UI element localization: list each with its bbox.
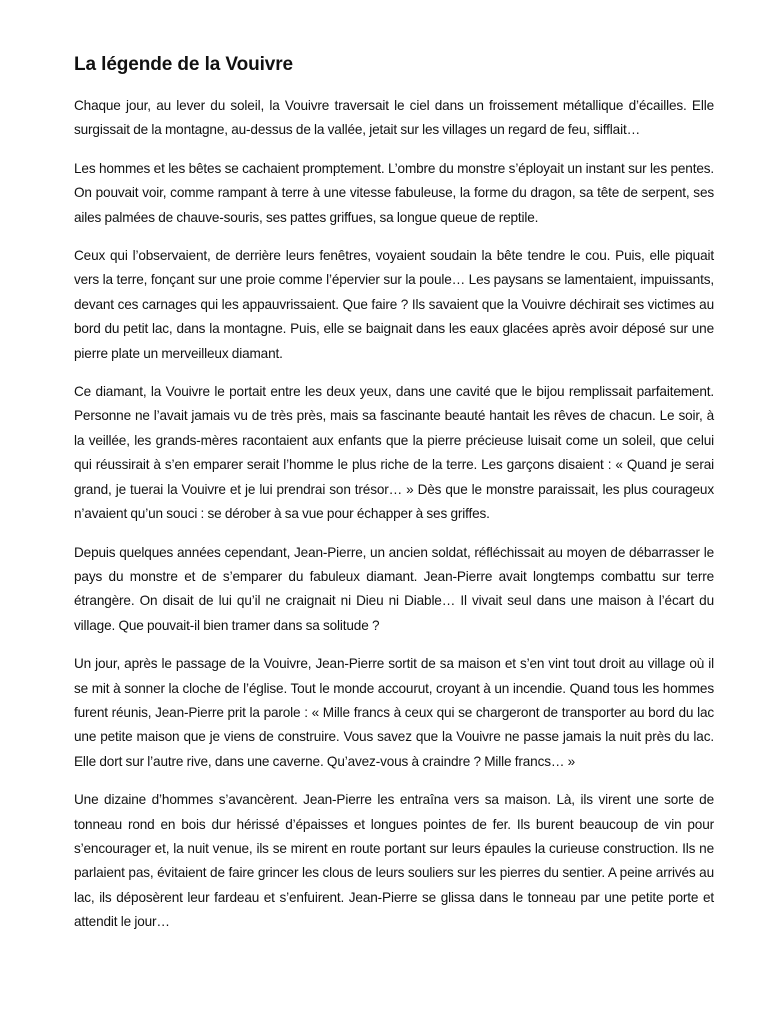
paragraph-7: Une dizaine d’hommes s’avancèrent. Jean-Pierre les entraîna vers sa maison. Là, ils virent une sorte de tonneau rond en bois dur hérissé d’épaisses et longues pointes de fer. Ils burent beaucoup de vin pour s’encourager et, la nuit venue, ils se mirent en route portant sur leurs épaules la curieuse construction. Ils ne parlaient pas, évitaient de faire grincer les clous de leurs souliers sur les pierres du sentier. A peine arrivés au lac, ils déposèrent leur fardeau et s’enfuirent. Jean-Pierre se glissa dans le tonneau par une petite porte et attendit le jour… — [74, 792, 714, 930]
paragraph-5: Depuis quelques années cependant, Jean-Pierre, un ancien soldat, réfléchissait au moyen de débarrasser le pays du monstre et de s’emparer du fabuleux diamant. Jean-Pierre avait longtemps combattu sur terre étrangère. On disait de lui qu’il ne craignait ni Dieu ni Diable… Il vivait seul dans une maison à l’écart du village. Que pouvait-il bien tramer dans sa solitude ? — [74, 544, 714, 633]
paragraph-1: Chaque jour, au lever du soleil, la Vouivre traversait le ciel dans un froissement métallique d’écailles. Elle surgissait de la montagne, au-dessus de la vallée, jetait sur les villages un regard de feu, sifflait… — [74, 98, 714, 138]
document-title: La légende de la Vouivre — [74, 54, 293, 75]
paragraph-6: Un jour, après le passage de la Vouivre, Jean-Pierre sortit de sa maison et s’en vint tout droit au village où il se mit à sonner la cloche de l’église. Tout le monde accourut, croyant à un incendie. Quand tous les hommes furent réunis, Jean-Pierre prit la parole : « Mille francs à ceux qui se chargeront de transporter au bord du lac une petite maison que je viens de construire. Vous savez que la Vouivre ne passe jamais la nuit près du lac. Elle dort sur l’autre rive, dans une caverne. Qu’avez-vous à craindre ? Mille francs… » — [74, 656, 714, 769]
document-page — [74, 52, 714, 949]
paragraph-3: Ceux qui l’observaient, de derrière leurs fenêtres, voyaient soudain la bête tendre le cou. Puis, elle piquait vers la terre, fonçant sur une proie comme l’épervier sur la poule… Les paysans se lamentaient, impuissants, devant ces carnages qui les appauvrissaient. Que faire ? Ils savaient que la Vouivre déchirait ses victimes au bord du petit lac, dans la montagne. Puis, elle se baignait dans les eaux glacées après avoir déposé sur une pierre plate un merveilleux diamant. — [74, 248, 714, 361]
paragraph-4: Ce diamant, la Vouivre le portait entre les deux yeux, dans une cavité que le bijou remplissait parfaitement. Personne ne l’avait jamais vu de très près, mais sa fascinante beauté hantait les rêves de chacun. Le soir, à la veillée, les grands-mères racontaient aux enfants que la pierre précieuse luisait come un soleil, que celui qui réussirait à s’en emparer serait l’homme le plus riche de la terre. Les garçons disaient : « Quand je serai grand, je tuerai la Vouivre et je lui prendrai son trésor… » Dès que le monstre paraissait, les plus courageux n’avaient qu’un souci : se dérober à sa vue pour échapper à ses griffes. — [74, 384, 714, 522]
paragraph-2: Les hommes et les bêtes se cachaient promptement. L’ombre du monstre s’éployait un instant sur les pentes. On pouvait voir, comme rampant à terre à une vitesse fabuleuse, la forme du dragon, sa tête de serpent, ses ailes palmées de chauve-souris, ses pattes griffues, sa longue queue de reptile. — [74, 160, 714, 225]
